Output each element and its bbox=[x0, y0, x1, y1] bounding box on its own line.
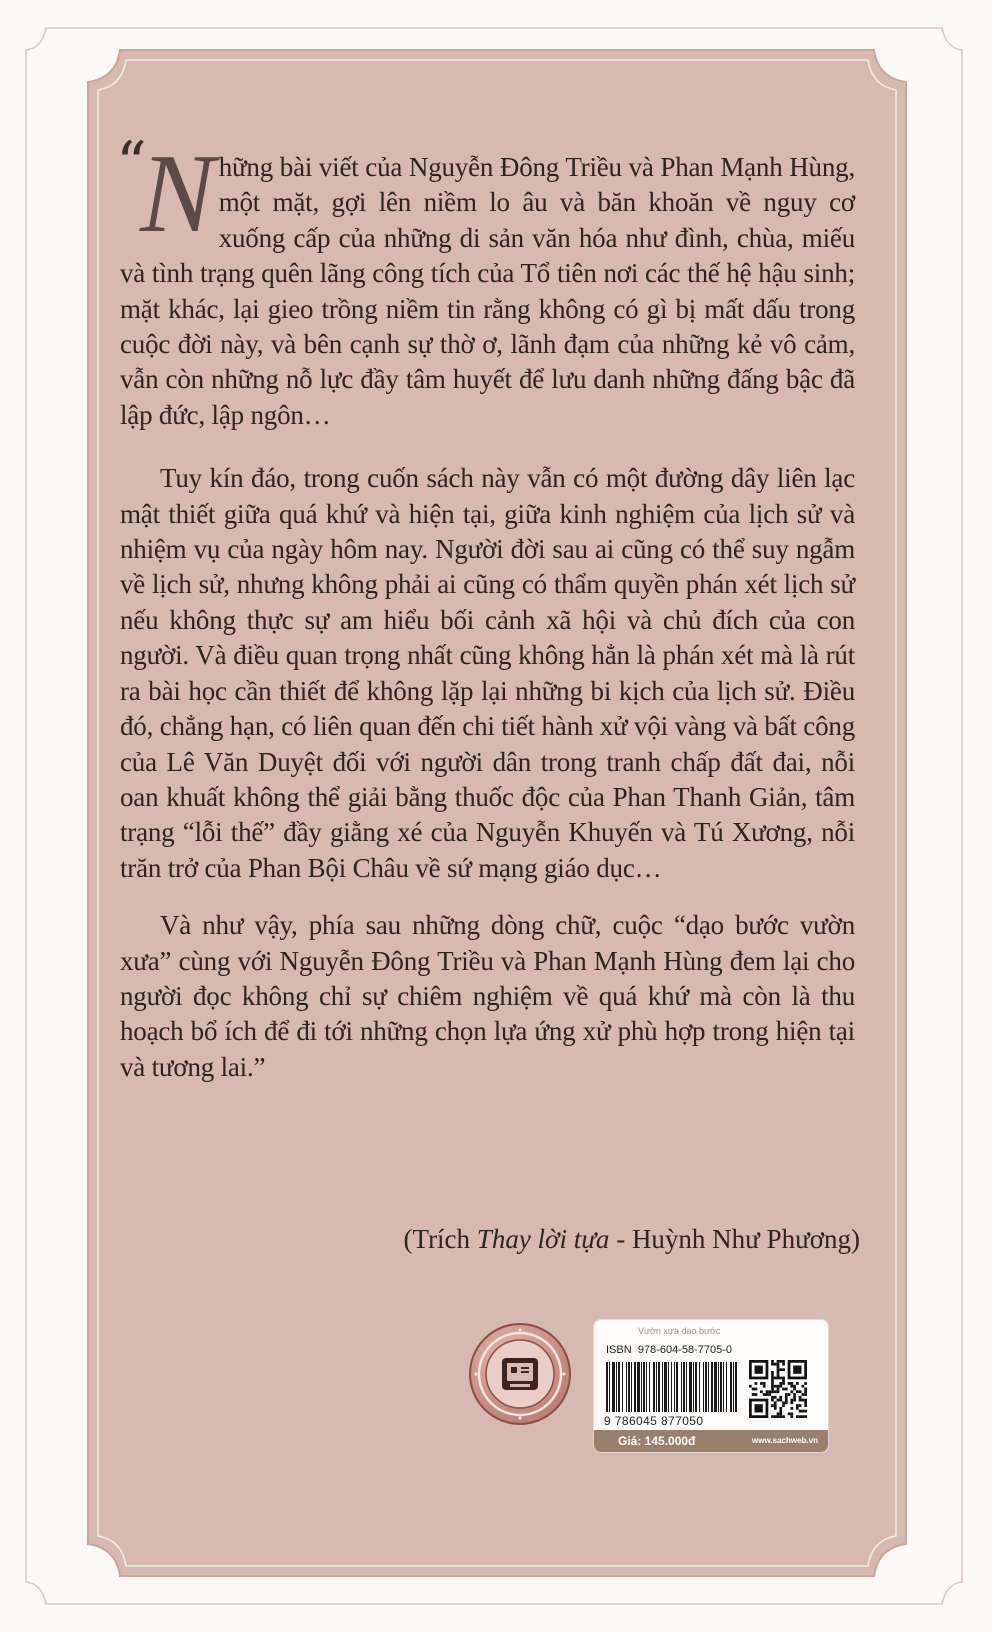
attribution-author: Huỳnh Như Phương bbox=[631, 1224, 851, 1254]
paragraph-1 bbox=[116, 129, 855, 433]
attribution-separator: - bbox=[609, 1224, 632, 1254]
publisher-logo-icon bbox=[466, 1320, 574, 1428]
price-bar bbox=[594, 1430, 828, 1452]
barcode-icon bbox=[604, 1362, 738, 1412]
isbn-line bbox=[606, 1344, 816, 1356]
price-sticker bbox=[594, 1320, 828, 1452]
price-label: Giá: 145.000đ bbox=[618, 1434, 696, 1448]
website-label: www.sachweb.vn bbox=[752, 1436, 818, 1445]
attribution bbox=[404, 1224, 860, 1255]
attribution-suffix: ) bbox=[851, 1224, 860, 1254]
blurb-text bbox=[116, 129, 855, 1085]
attribution-work: Thay lời tựa bbox=[476, 1224, 610, 1254]
isbn-label: ISBN bbox=[606, 1344, 632, 1356]
drop-cap: N bbox=[140, 132, 213, 256]
sticker-book-title: Vườn xưa dạo bước bbox=[638, 1326, 721, 1336]
qr-code-icon bbox=[749, 1360, 807, 1418]
paragraph-1-text: hững bài viết của Nguyễn Đông Triều và Phan Mạnh Hùng, một mặt, gợi lên niềm lo âu và băn khoăn về nguy cơ xuống cấp của những di sản văn hóa như đình, chùa, miếu và tình trạng quên lãng công tích của Tổ tiên nơi các thế hệ hậu sinh; mặt khác, lại gieo trồng niềm tin rằng không có gì bị mất dấu trong cuộc đời này, và bên cạnh sự thờ ơ, lãnh đạm của những kẻ vô cảm, vẫn còn những nỗ lực đầy tâm huyết để lưu danh những đấng bậc đã lập đức, lập ngôn… bbox=[120, 152, 855, 430]
barcode-digits: 9 786045 877050 bbox=[604, 1414, 704, 1428]
isbn-number: 978-604-58-7705-0 bbox=[637, 1344, 732, 1356]
opening-quote-mark: “ bbox=[116, 129, 147, 199]
attribution-prefix: (Trích bbox=[403, 1224, 477, 1254]
paragraph-3: Và như vậy, phía sau những dòng chữ, cuộc “dạo bước vườn xưa” cùng với Nguyễn Đông Triều và Phan Mạnh Hùng đem lại cho người đọc không chỉ sự chiêm nghiệm về quá khứ mà còn là thu hoạch bổ ích để đi tới những chọn lựa ứng xử phù hợp trong hiện tại và tương lai.” bbox=[120, 910, 855, 1082]
paragraph-2: Tuy kín đáo, trong cuốn sách này vẫn có một đường dây liên lạc mật thiết giữa quá khứ và hiện tại, giữa kinh nghiệm của lịch sử và nhiệm vụ của ngày hôm nay. Người đời sau ai cũng có thể suy ngẫm về lịch sử, nhưng không phải ai cũng có thẩm quyền phán xét lịch sử nếu không thực sự am hiểu bối cảnh xã hội và chủ đích của con người. Và điều quan trọng nhất cũng không hẳn là phán xét mà là rút ra bài học cần thiết để không lặp lại những bi kịch của lịch sử. Điều đó, chẳng hạn, có liên quan đến chi tiết hành xử vội vàng và bất công của Lê Văn Duyệt đối với người dân trong tranh chấp đất đai, nỗi oan khuất không thể giải bằng thuốc độc của Phan Thanh Giản, tâm trạng “lỗi thế” đầy giằng xé của Nguyễn Khuyến và Tú Xương, nỗi trăn trở của Phan Bội Châu về sứ mạng giáo dục… bbox=[120, 463, 855, 883]
